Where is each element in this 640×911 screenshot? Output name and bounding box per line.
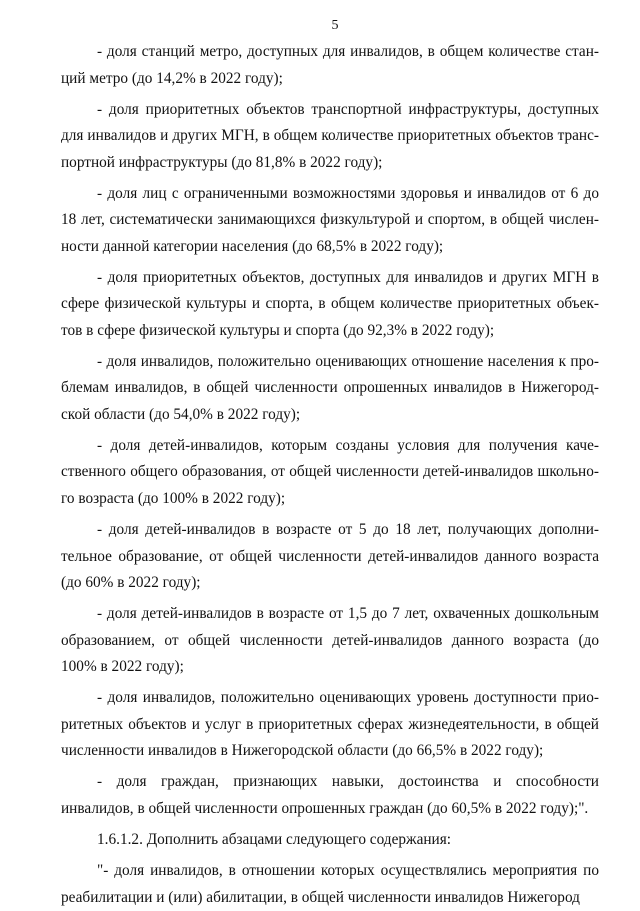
paragraph-public-attitude: - доля инвалидов, положительно оценивающих отношение населения к проблемам инвалидов, в общей численности опрошенных инвалидов в Нижегородской области (до 54,0% в 2022 году);	[61, 352, 599, 423]
paragraph-metro-stations: - доля станций метро, доступных для инвалидов, в общем количестве станций метро (до 14,2% в 2022 году);	[61, 43, 599, 87]
paragraph-citizens-recognition: - доля граждан, признающих навыки, достоинства и способности инвалидов, в общей численности опрошенных граждан (до 60,5% в 2022 году);".	[61, 773, 599, 817]
paragraph-section-heading: 1.6.1.2. Дополнить абзацами следующего содержания:	[97, 830, 452, 848]
page-number: 5	[331, 18, 339, 33]
paragraph-transport-infrastructure: - доля приоритетных объектов транспортной инфраструктуры, доступных для инвалидов и других МГН, в общем количестве приоритетных объектов транспортной инфраструктуры (до 81,8% в 2022 году);	[61, 100, 599, 171]
paragraph-preschool-education: - доля детей-инвалидов в возрасте от 1,5 до 7 лет, охваченных дошкольным образованием, от общей численности детей-инвалидов данного возраста (до 100% в 2022 году);	[61, 605, 599, 676]
paragraph-additional-education: - доля детей-инвалидов в возрасте от 5 до 18 лет, получающих дополнительное образование, от общей численности детей-инвалидов данного возраста (до 60% в 2022 году);	[61, 521, 599, 592]
paragraph-sports-facilities: - доля приоритетных объектов, доступных для инвалидов и других МГН в сфере физической культуры и спорта, в общем количестве приоритетных объектов в сфере физической культуры и спорта (до 92,3% в 2022 году);	[61, 268, 599, 339]
paragraph-general-education: - доля детей-инвалидов, которым созданы условия для получения качественного общего образования, от общей численности детей-инвалидов школьного возраста (до 100% в 2022 году);	[61, 436, 599, 507]
paragraph-sports-participation: - доля лиц с ограниченными возможностями здоровья и инвалидов от 6 до 18 лет, систематически занимающихся физкультурой и спортом, в общей численности данной категории населения (до 68,5% в 2022 году);	[61, 184, 599, 255]
paragraph-accessibility-rating: - доля инвалидов, положительно оценивающих уровень доступности приоритетных объектов и услуг в приоритетных сферах жизнедеятельности, в общей численности инвалидов в Нижегородской области (до 66,5% в 2022 году);	[61, 689, 599, 760]
paragraph-rehabilitation: "- доля инвалидов, в отношении которых осуществлялись мероприятия по реабилитации и (или) абилитации, в общей численности инвалидов Нижегород	[61, 862, 599, 906]
